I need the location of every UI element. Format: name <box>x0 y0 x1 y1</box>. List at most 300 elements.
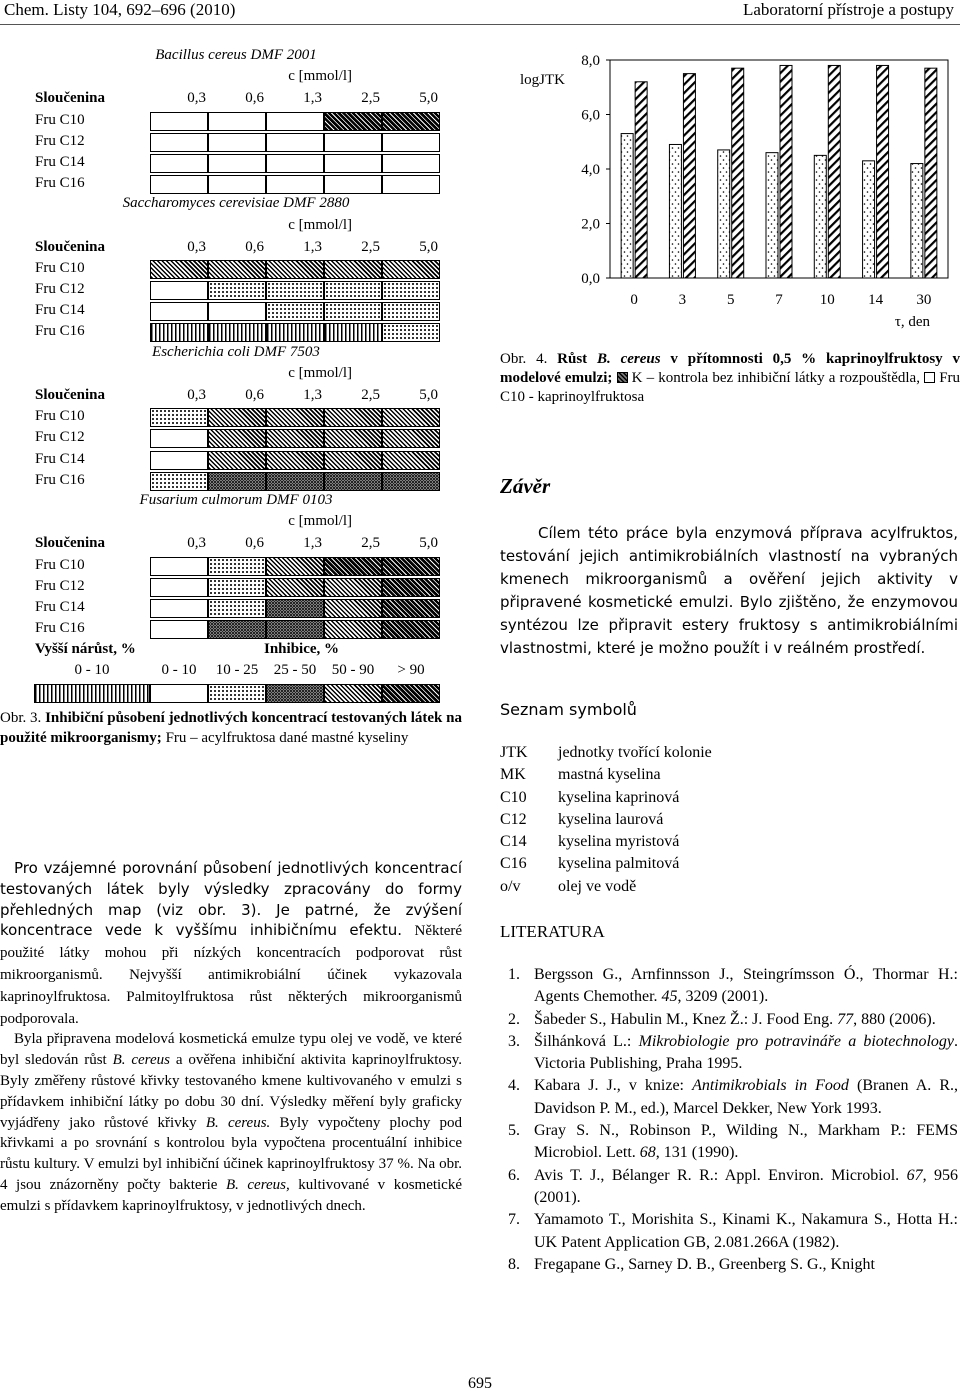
map-cell-level-1 <box>150 323 208 342</box>
reference-italic: 68 <box>639 1144 656 1162</box>
journal-citation: Chem. Listy 104, 692–696 (2010) <box>4 0 236 19</box>
map-cell-level-0 <box>266 175 324 194</box>
map-cell-level-0 <box>150 620 208 639</box>
map-cells <box>150 281 440 300</box>
symbol-value: kyselina palmitová <box>558 855 680 873</box>
map-cells <box>150 429 440 448</box>
legend-title-row <box>34 640 438 661</box>
legend-range-label: 50 - 90 <box>331 662 375 679</box>
map-cell-level-0 <box>324 133 382 152</box>
plot-frame <box>610 60 948 278</box>
reference-number: 7. <box>508 1211 520 1229</box>
paragraph-1-b: Některé použité látky mohou při nízkých koncentracích podporovat růst mikroorganismů. Nejvyšší antimikrobiální účinek vykazovala kaprinoylfruktosa. Palmitoylfruktosa růst některých mikroorganismů podporovala. <box>0 923 462 1027</box>
compound-label: Fru C12 <box>35 281 85 298</box>
map-cell-level-4 <box>208 451 266 470</box>
legend-swatch-fru <box>924 372 935 383</box>
symbol-key: C16 <box>500 855 527 873</box>
map-cell-level-2 <box>324 281 382 300</box>
compound-header: Sloučenina <box>35 238 106 255</box>
concentration-header-row <box>34 89 438 110</box>
symbol-key: o/v <box>500 877 521 895</box>
bar-control <box>732 68 744 278</box>
bar-fru-c10 <box>621 134 633 278</box>
reference-item <box>508 1031 958 1076</box>
map-cell-level-4 <box>266 557 324 576</box>
map-cell-level-0 <box>382 133 440 152</box>
legend-swatch-level-1 <box>34 684 150 703</box>
concentration-value: 5,0 <box>419 90 438 107</box>
map-cell-level-4 <box>324 260 382 279</box>
species-name: B. cereus <box>597 351 661 367</box>
paragraph-2-c: Byly vypočteny plochy pod křivkami a po srovnání s kontrolou byla vypočtena procentuální inhibice růstu kultury. V emulzi byl inhibiční účinek kaprinoylfruktosy 37 %. Na obr. 4 jsou znázorněny počty bakterie <box>0 1114 463 1193</box>
map-cell-level-3 <box>324 472 382 491</box>
organism-title <box>34 47 438 68</box>
symbol-key: C12 <box>500 810 527 828</box>
concentration-unit <box>34 365 438 386</box>
compound-label: Fru C10 <box>35 556 85 573</box>
map-cell-level-0 <box>382 175 440 194</box>
concentration-value: 0,3 <box>187 535 206 552</box>
bar-control <box>828 65 840 278</box>
organism-title <box>34 492 438 513</box>
map-cell-level-4 <box>266 260 324 279</box>
map-cell-level-2 <box>266 281 324 300</box>
map-row <box>34 174 438 195</box>
reference-number: 8. <box>508 1255 520 1273</box>
x-tick-label: 10 <box>819 292 835 308</box>
concentration-value: 2,5 <box>361 238 380 255</box>
reference-italic: Mikrobiologie pro potravináře a biotechnology <box>638 1032 955 1050</box>
concentration-unit <box>34 217 438 238</box>
concentration-value: 1,3 <box>303 535 322 552</box>
paragraph-2-b: a ověřena inhibiční aktivita kaprinoylfruktosy. Byly změřeny růstové křivky testovaného kmene kultivovaného v emulzi s přídavkem inhibiční látky po dobu 30 dní. Výsledky měření byly graficky vyjádřeny jako růstové křivky <box>0 1052 462 1131</box>
species-name: B. cereus. <box>205 1114 271 1131</box>
legend-range-label: 10 - 25 <box>215 662 259 679</box>
map-cell-level-0 <box>266 133 324 152</box>
map-cell-level-2 <box>382 323 440 342</box>
map-cells <box>150 133 440 152</box>
map-row <box>34 259 438 280</box>
map-cells <box>150 302 440 321</box>
bar-control <box>635 82 647 278</box>
reference-item <box>508 964 958 1009</box>
map-cell-level-5 <box>382 599 440 618</box>
unit-label: c [mmol/l] <box>288 364 352 381</box>
map-cell-level-0 <box>150 429 208 448</box>
caption-bold: v přítomnosti 0,5 % kaprinoylfruktosy v modelové emulzi; <box>500 351 960 386</box>
reference-italic: 77 <box>837 1010 854 1028</box>
map-cell-level-4 <box>324 408 382 427</box>
map-cells <box>150 408 440 427</box>
map-cell-level-3 <box>266 599 324 618</box>
paragraph-1 <box>0 858 462 1029</box>
map-cell-level-0 <box>150 451 208 470</box>
reference-number: 3. <box>508 1032 520 1050</box>
unit-label: c [mmol/l] <box>288 513 352 530</box>
concentration-value: 0,6 <box>245 238 264 255</box>
map-cell-level-4 <box>382 408 440 427</box>
caption-rest: Fru – acylfruktosa dané mastné kyseliny <box>165 730 409 746</box>
symbol-value: kyselina laurová <box>558 810 664 828</box>
bar-control <box>925 68 937 278</box>
journal-section: Laboratorní přístroje a postupy <box>742 0 954 19</box>
organism-name: Fusarium culmorum DMF 0103 <box>139 491 333 508</box>
paragraph-2-a: Byla připravena modelová kosmetická emulze typu olej ve vodě, ve které byl sledován růst <box>0 1031 462 1069</box>
map-cell-level-4 <box>324 578 382 597</box>
x-tick-label: 0 <box>630 292 638 308</box>
figure-3-caption <box>0 708 462 748</box>
concentration-value: 1,3 <box>303 90 322 107</box>
bar-control <box>780 65 792 278</box>
symbol-value: kyselina myristová <box>558 833 680 851</box>
concentration-value: 0,3 <box>187 90 206 107</box>
compound-label: Fru C14 <box>35 450 85 467</box>
map-cell-level-4 <box>382 429 440 448</box>
map-cells <box>150 112 440 131</box>
legend-label-fru: Fru C10 - kaprinoylfruktosa <box>500 370 960 405</box>
map-cell-level-2 <box>382 281 440 300</box>
symbol-value: jednotky tvořící kolonie <box>558 744 712 761</box>
reference-text: Kabara J. J., v knize: Antimikrobials in Food (Branen A. R., Davidson P. M., ed.), Marcel Dekker, New York 1993. <box>534 1077 959 1117</box>
symbol-key: MK <box>500 766 526 784</box>
concentration-values <box>150 90 440 107</box>
reference-text: Bergsson G., Arnfinnsson J., Steingrímsson Ó., Thormar H.: Agents Chemother. 45, 3209 (2001). <box>534 966 958 1006</box>
map-cell-level-1 <box>324 323 382 342</box>
x-tick-label: 3 <box>678 292 687 308</box>
map-row <box>34 322 438 343</box>
map-cell-level-3 <box>266 472 324 491</box>
map-cells <box>150 260 440 279</box>
compound-label: Fru C12 <box>35 429 85 446</box>
compound-header: Sloučenina <box>35 90 106 107</box>
concentration-value: 2,5 <box>361 387 380 403</box>
map-cells <box>150 578 440 597</box>
map-row <box>34 598 438 619</box>
map-cells <box>150 599 440 618</box>
map-row <box>34 577 438 598</box>
map-cell-level-0 <box>150 281 208 300</box>
map-cell-level-0 <box>150 112 208 131</box>
reference-italic: Antimikrobials in Food <box>692 1077 849 1095</box>
x-tick-label: 14 <box>868 292 884 308</box>
compound-label: Fru C16 <box>35 471 85 488</box>
map-cell-level-3 <box>208 620 266 639</box>
map-cell-level-4 <box>208 408 266 427</box>
bar-fru-c10 <box>814 155 826 278</box>
concentration-unit <box>34 513 438 534</box>
map-cell-level-4 <box>324 451 382 470</box>
reference-text: Šabeder S., Habulin M., Knez Ž.: J. Food Eng. 77, 880 (2006). <box>534 1010 936 1028</box>
map-cell-level-0 <box>208 175 266 194</box>
concentration-header-row <box>34 386 438 407</box>
map-cell-level-0 <box>150 154 208 173</box>
concentration-values <box>150 239 440 256</box>
organism-name: Saccharomyces cerevisiae DMF 2880 <box>122 195 350 212</box>
running-header <box>0 0 960 25</box>
map-cell-level-5 <box>382 557 440 576</box>
reference-text: Yamamoto T., Morishita S., Kinami K., Nakamura S., Hotta H.: UK Patent Application GB, 2.081.266A (1982). <box>534 1211 958 1251</box>
bar-fru-c10 <box>718 150 730 278</box>
map-row <box>34 471 438 492</box>
reference-italic: 67 <box>906 1166 923 1184</box>
legend-swatch-level-5 <box>382 684 440 703</box>
map-cell-level-2 <box>150 472 208 491</box>
map-row <box>34 407 438 428</box>
symbol-value: mastná kyselina <box>558 766 661 784</box>
x-tick-label: 30 <box>916 292 932 308</box>
map-cell-level-0 <box>324 154 382 173</box>
map-cell-level-4 <box>208 260 266 279</box>
map-row <box>34 556 438 577</box>
map-cell-level-3 <box>208 472 266 491</box>
legend-range-label: > 90 <box>397 662 425 679</box>
y-tick-label: 2,0 <box>581 216 600 233</box>
legend-label-control: K – kontrola bez inhibiční látky a rozpouštědla, <box>631 370 920 386</box>
bar-control <box>683 74 695 278</box>
reference-item <box>508 1254 958 1276</box>
conclusion-heading: Závěr <box>500 474 551 498</box>
compound-label: Fru C14 <box>35 302 85 319</box>
map-cell-level-4 <box>324 599 382 618</box>
map-cell-level-2 <box>208 599 266 618</box>
symbol-key: C10 <box>500 788 527 806</box>
map-cell-level-0 <box>208 154 266 173</box>
map-cell-level-3 <box>266 620 324 639</box>
concentration-value: 5,0 <box>419 387 438 403</box>
concentration-value: 5,0 <box>419 238 438 255</box>
map-cell-level-4 <box>208 429 266 448</box>
map-cell-level-0 <box>150 557 208 576</box>
paragraph-1-a: Pro vzájemné porovnání působení jednotlivých koncentrací testovaných látek byly výsledky zpracovány do formy přehledných map (viz obr. 3). Je patrné, že zvýšení koncentrace vede k vyššímu inhibičnímu efektu. <box>0 859 462 940</box>
concentration-unit <box>34 68 438 89</box>
legend-range-label: 0 - 10 <box>74 662 110 679</box>
map-row <box>34 153 438 174</box>
concentration-value: 5,0 <box>419 535 438 552</box>
page-number: 695 <box>468 1375 492 1392</box>
map-cells <box>150 175 440 194</box>
bar-control <box>877 65 889 278</box>
figure-4-bar-chart <box>500 38 960 338</box>
reference-number: 2. <box>508 1010 520 1028</box>
map-row <box>34 280 438 301</box>
compound-label: Fru C10 <box>35 111 85 128</box>
reference-number: 6. <box>508 1166 520 1184</box>
reference-list <box>508 964 958 1276</box>
concentration-value: 2,5 <box>361 535 380 552</box>
y-axis-label: logJTK <box>520 72 565 88</box>
map-cell-level-0 <box>382 154 440 173</box>
concentration-value: 0,6 <box>245 535 264 552</box>
map-cell-level-2 <box>382 302 440 321</box>
map-cell-level-2 <box>208 281 266 300</box>
map-cells <box>150 620 440 639</box>
symbol-value: kyselina kaprinová <box>558 788 680 806</box>
concentration-value: 0,3 <box>187 387 206 403</box>
reference-item <box>508 1209 958 1254</box>
map-cells <box>150 451 440 470</box>
compound-label: Fru C14 <box>35 598 85 615</box>
map-cell-level-0 <box>150 175 208 194</box>
legend-right-title: Inhibice, % <box>264 641 340 658</box>
map-cell-level-0 <box>266 154 324 173</box>
concentration-values <box>150 387 440 404</box>
concentration-values <box>150 535 440 552</box>
concentration-value: 0,6 <box>245 90 264 107</box>
compound-header: Sloučenina <box>35 535 106 552</box>
caption-prefix: Obr. 3. <box>0 710 42 726</box>
legend-swatch-level-0 <box>150 684 208 703</box>
concentration-header-row <box>34 238 438 259</box>
concentration-value: 1,3 <box>303 387 322 403</box>
y-tick-label: 8,0 <box>581 53 600 69</box>
conclusion-text <box>500 522 958 660</box>
body-text-left <box>0 858 462 1217</box>
map-row <box>34 619 438 640</box>
reference-text: Šilhánková L.: Mikrobiologie pro potravináře a biotechnology. Victoria Publishing, Praha 1995. <box>534 1032 959 1073</box>
figure-3-inhibition-map <box>34 47 438 704</box>
map-cell-level-4 <box>382 451 440 470</box>
organism-title <box>34 344 438 365</box>
legend-swatch-control <box>617 372 628 383</box>
species-name: B. cereus <box>112 1052 170 1069</box>
map-cell-level-0 <box>208 133 266 152</box>
reference-italic: 45 <box>661 988 678 1006</box>
legend-range-label: 0 - 10 <box>161 662 197 679</box>
map-cells <box>150 557 440 576</box>
symbol-value: olej ve vodě <box>558 877 637 895</box>
paragraph-2-d: kultivované v kosmetické emulzi s přídavkem kaprinoylfruktosy, v jednotlivých dnech. <box>0 1176 463 1214</box>
map-cell-level-5 <box>324 557 382 576</box>
map-cell-level-0 <box>150 133 208 152</box>
conclusion-paragraph: Cílem této práce byla enzymová příprava acylfruktos, testování jejich antimikrobiálních vlastností na vybraných kmenech mikroorganismů a ověření jejich aktivity v připravené kosmetické emulzi. Bylo zjištěno, že enzymovou syntézou lze připravit estery fruktosy s antimikrobiálními vlastnostmi, které je možno použít i v reálném prostředí. <box>500 524 958 657</box>
reference-number: 4. <box>508 1077 520 1095</box>
map-cell-level-2 <box>324 302 382 321</box>
map-cell-level-1 <box>266 323 324 342</box>
legend-left-title: Vyšší nárůst, % <box>35 641 136 658</box>
map-row <box>34 428 438 449</box>
caption-bold: Inhibiční působení jednotlivých koncentrací testovaných látek na použité mikroorganismy; <box>0 710 463 746</box>
map-cell-level-4 <box>266 429 324 448</box>
map-cell-level-4 <box>324 620 382 639</box>
map-cell-level-2 <box>208 557 266 576</box>
compound-label: Fru C16 <box>35 175 85 192</box>
map-row <box>34 450 438 471</box>
compound-label: Fru C10 <box>35 259 85 276</box>
bar-fru-c10 <box>669 144 681 278</box>
map-cell-level-5 <box>382 112 440 131</box>
map-cell-level-4 <box>266 578 324 597</box>
map-cell-level-4 <box>382 260 440 279</box>
map-row <box>34 111 438 132</box>
compound-label: Fru C16 <box>35 620 85 637</box>
bar-fru-c10 <box>766 153 778 278</box>
symbol-key: JTK <box>500 744 528 761</box>
legend-ranges-row <box>34 661 438 682</box>
paragraph-2 <box>0 1029 462 1216</box>
reference-text: Gray S. N., Robinson P., Wilding N., Markham P.: FEMS Microbiol. Lett. 68, 131 (1990). <box>534 1122 958 1162</box>
map-cells <box>150 472 440 491</box>
y-tick-label: 4,0 <box>581 162 600 178</box>
map-cell-level-5 <box>382 620 440 639</box>
reference-number: 1. <box>508 966 520 983</box>
legend-swatch-level-2 <box>208 684 266 703</box>
bar-fru-c10 <box>863 161 875 278</box>
map-cell-level-4 <box>266 408 324 427</box>
map-cell-level-0 <box>324 175 382 194</box>
reference-item <box>508 1120 958 1165</box>
compound-label: Fru C10 <box>35 408 85 425</box>
map-cell-level-2 <box>266 302 324 321</box>
bar-fru-c10 <box>911 164 923 278</box>
species-name: B. cereus, <box>225 1176 290 1193</box>
reference-text: Avis T. J., Bélanger R. R.: Appl. Environ. Microbiol. 67, 956 (2001). <box>534 1166 959 1206</box>
reference-item <box>508 1165 958 1210</box>
map-cell-level-0 <box>266 112 324 131</box>
map-cell-level-5 <box>324 112 382 131</box>
figure-4-caption <box>500 350 960 407</box>
reference-text: Fregapane G., Sarney D. B., Greenberg S. G., Knight <box>534 1255 875 1273</box>
map-row <box>34 301 438 322</box>
map-row <box>34 132 438 153</box>
concentration-value: 0,3 <box>187 238 206 255</box>
symbols-heading: Seznam symbolů <box>500 700 637 719</box>
caption-bold: Růst <box>557 351 588 367</box>
legend-swatch-row <box>34 683 438 704</box>
map-cell-level-0 <box>150 599 208 618</box>
legend-swatch-level-3 <box>266 684 324 703</box>
x-tick-label: 7 <box>775 292 783 308</box>
x-tick-label: 5 <box>726 292 735 308</box>
compound-label: Fru C16 <box>35 323 85 340</box>
map-cell-level-0 <box>150 302 208 321</box>
legend-swatch-level-4 <box>324 684 382 703</box>
map-cell-level-0 <box>150 578 208 597</box>
y-tick-label: 6,0 <box>581 107 600 124</box>
compound-label: Fru C14 <box>35 153 85 170</box>
symbol-key: C14 <box>500 833 527 851</box>
map-cell-level-4 <box>266 451 324 470</box>
concentration-value: 1,3 <box>303 238 322 255</box>
x-axis-label: τ, den <box>894 314 930 330</box>
organism-name: Bacillus cereus DMF 2001 <box>155 47 317 63</box>
reference-item <box>508 1009 958 1031</box>
unit-label: c [mmol/l] <box>288 68 352 85</box>
legend-range-label: 25 - 50 <box>273 662 317 679</box>
map-cell-level-3 <box>382 472 440 491</box>
reference-item <box>508 1075 958 1120</box>
map-cell-level-4 <box>324 429 382 448</box>
map-cell-level-0 <box>208 112 266 131</box>
compound-label: Fru C12 <box>35 132 85 149</box>
compound-label: Fru C12 <box>35 577 85 594</box>
unit-label: c [mmol/l] <box>288 216 352 233</box>
concentration-value: 0,6 <box>245 387 264 403</box>
map-cell-level-4 <box>150 260 208 279</box>
map-cell-level-1 <box>208 323 266 342</box>
map-cell-level-5 <box>382 578 440 597</box>
compound-header: Sloučenina <box>35 387 106 403</box>
concentration-header-row <box>34 534 438 555</box>
map-cell-level-0 <box>208 302 266 321</box>
literature-heading: LITERATURA <box>500 922 605 941</box>
organism-title <box>34 195 438 216</box>
caption-prefix: Obr. 4. <box>500 351 548 367</box>
map-cell-level-2 <box>150 408 208 427</box>
map-cells <box>150 323 440 342</box>
map-cells <box>150 154 440 173</box>
map-cell-level-2 <box>208 578 266 597</box>
reference-number: 5. <box>508 1122 520 1140</box>
